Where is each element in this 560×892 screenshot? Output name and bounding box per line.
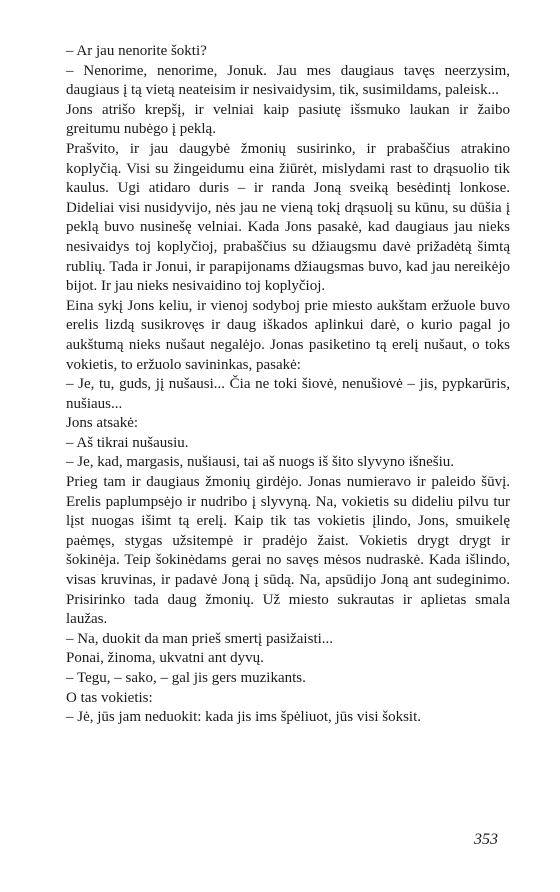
paragraph: Jons atrišo krepšį, ir velniai kaip pasiutę išsmuko laukan ir žaibo greitumu nubėgo į peklą. [66,101,510,138]
dialogue-line: – Na, duokit da man prieš smertį pasižaisti... [66,630,334,647]
paragraph: Prašvito, ir jau daugybė žmonių susirinko, ir prabaščius atrakino koplyčią. Visi su žingeidumu eina žiūrėt, mislydami rast to drąsuolio tik kaulus. Ugi atidaro duris – ir randa Joną sveiką besėdintį lonkose. Dideliai visi nusidyvijo, nės jau ne vieną tokį drąsuolį su kūnu, su dūšia į peklą buvo nusinešę velniai. Kada Jons pasakė, kad daugiaus jau nieks nesivaidys toj koplyčioj, prabaščius su džiaugsmu davė prižadėtą šimtą rublių. Tada ir Jonui, ir parapijonams džiaugsmas buvo, kad jau nereikėjo bijot. Ir jau nieks nesivaidino toj koplyčioj. [66,140,510,295]
dialogue-line: – Je, kad, margasis, nušiausi, tai aš nuogs iš šito slyvyno išnešiu. [66,454,455,471]
dialogue-line: – Jė, jūs jam neduokit: kada jis ims špėliuot, jūs visi šoksit. [66,709,421,726]
paragraph: Jons atsakė: [66,415,139,432]
paragraph: Prieg tam ir daugiaus žmonių girdėjo. Jonas numieravo ir paleido šūvį. Erelis paplumpsėjo ir nudribo į slyvyną. Na, vokietis su dideliu pilvu tur lįst nuogas išimt tą erelį. Kaip tik tas vokietis įlindo, Jons, smuikelę paėmęs, stygas užsitempė ir pradėjo žaist. Vokietis drygt drygt ir šokinėja. Teip šokinėdams gerai no savęs mėsos nudraskė. Kada išlindo, visas kruvinas, ir padavė Joną į sūdą. Na, apsūdijo Joną ant sudeginimo. Prisirinko tada daug žmonių. Už miesto sukrautas ir aplietas smala laužas. [66,474,510,628]
paragraph: Ponai, žinoma, ukvatni ant dyvų. [66,650,264,667]
page-text-block [66,42,510,728]
dialogue-line: – Ar jau nenorite šokti? [66,43,207,59]
paragraph: O tas vokietis: [66,689,153,706]
dialogue-line: – Nenorime, nenorime, Jonuk. Jau mes daugiaus tavęs neerzysim, daugiaus į tą vietą neateisim ir nesivaidysim, tik, susimildams, paleisk... [66,62,510,99]
paragraph: Eina sykį Jons keliu, ir vienoj sodyboj prie miesto aukštam eržuole buvo erelis lizdą susikrovęs ir daug iškados aplinkui darė, o kurio pagal jo aukštumą nieks nušaut negalėjo. Jonas pasiketino tą erelį nušaut, o toks vokietis, to eržuolo savininkas, pasakė: [66,297,510,373]
dialogue-line: – Aš tikrai nušausiu. [66,434,189,451]
page-number: 353 [474,831,498,848]
dialogue-line: – Je, tu, guds, jį nušausi... Čia ne toki šiovė, nenušiovė – jis, pypkarūris, nušiaus... [66,376,510,412]
dialogue-line: – Tegu, – sako, – gal jis gers muzikants. [66,670,306,686]
